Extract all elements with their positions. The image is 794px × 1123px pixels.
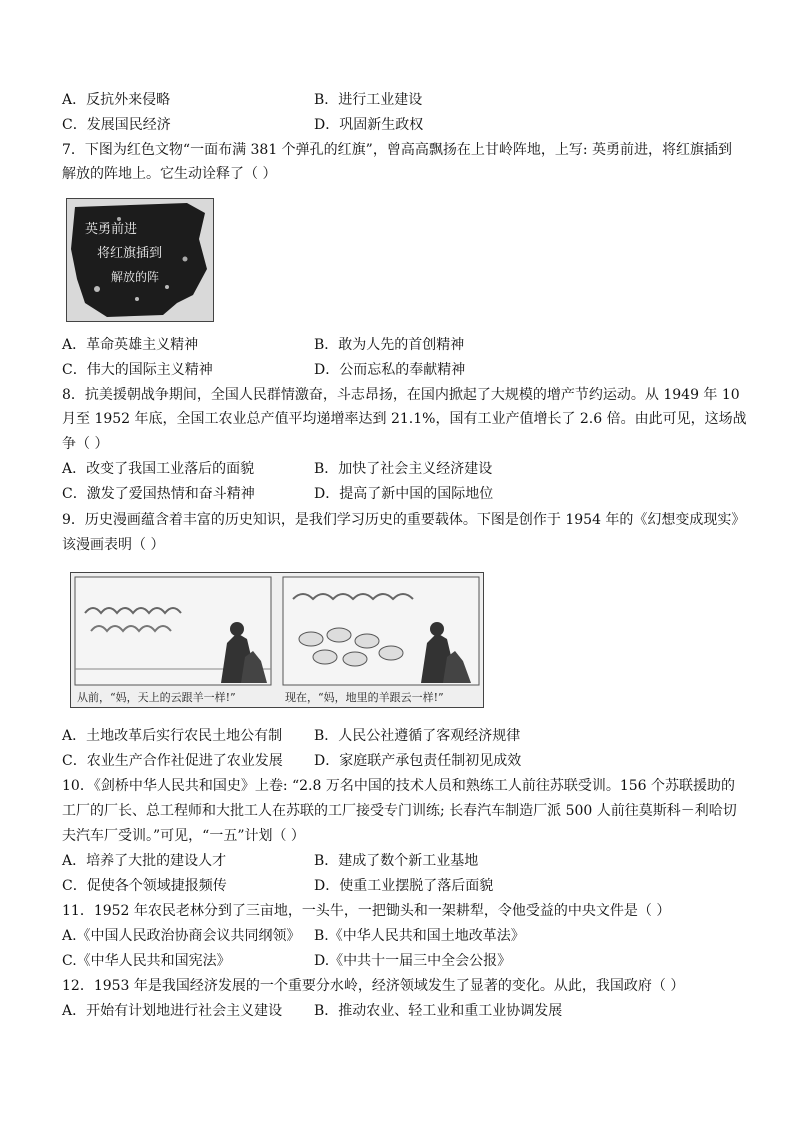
q6-option-d[interactable]: D．巩固新生政权: [314, 117, 424, 133]
q11-option-c[interactable]: C.《中华人民共和国宪法》: [62, 953, 231, 969]
q9-option-b[interactable]: B．人民公社遵循了客观经济规律: [314, 728, 521, 744]
red-flag-photo: [66, 198, 214, 322]
q10-option-d[interactable]: D．使重工业摆脱了落后面貌: [314, 878, 494, 894]
flag-text-line1: 英勇前进: [85, 222, 138, 237]
q12-option-a[interactable]: A．开始有计划地进行社会主义建设: [62, 1003, 283, 1019]
flag-text-line3: 解放的阵: [111, 270, 160, 284]
q9-option-a[interactable]: A．土地改革后实行农民土地公有制: [62, 728, 283, 744]
q9-option-c[interactable]: C．农业生产合作社促进了农业发展: [62, 753, 283, 769]
q9-stem-line2: 该漫画表明（ ）: [62, 537, 165, 553]
cartoon-left-panel: [75, 577, 271, 685]
q8-stem-line3: 争（ ）: [62, 436, 109, 452]
q9-stem-line1: 9．历史漫画蕴含着丰富的历史知识，是我们学习历史的重要载体。下图是创作于 1954 年的《幻想变成现实》: [62, 512, 746, 528]
q8-option-b[interactable]: B．加快了社会主义经济建设: [314, 461, 493, 477]
q8-stem-line1: 8．抗美援朝战争期间，全国人民群情激奋，斗志昂扬，在国内掀起了大规模的增产节约运动。从 1949 年 10: [62, 387, 740, 403]
q11-stem: 11．1952 年农民老林分到了三亩地，一头牛，一把锄头和一架耕犁，令他受益的中央文件是（ ）: [62, 903, 671, 919]
q12-option-b[interactable]: B．推动农业、轻工业和重工业协调发展: [314, 1003, 563, 1019]
q7-stem-line2: 解放的阵地上。它生动诠释了（ ）: [62, 166, 277, 182]
q8-option-d[interactable]: D．提高了新中国的国际地位: [314, 486, 494, 502]
q11-option-b[interactable]: B.《中华人民共和国土地改革法》: [314, 928, 525, 944]
q12-stem: 12．1953 年是我国经济发展的一个重要分水岭，经济领域发生了显著的变化。从此，我国政府（ ）: [62, 978, 685, 994]
q8-option-c[interactable]: C．激发了爱国热情和奋斗精神: [62, 486, 255, 502]
q9-option-d[interactable]: D．家庭联产承包责任制初见成效: [314, 753, 522, 769]
q6-option-a[interactable]: A．反抗外来侵略: [62, 92, 171, 108]
q7-option-b[interactable]: B．敢为人先的首创精神: [314, 337, 465, 353]
cartoon-caption-left: 从前，“妈，天上的云跟羊一样!”: [77, 691, 236, 704]
q6-option-c[interactable]: C．发展国民经济: [62, 117, 171, 133]
q7-option-c[interactable]: C．伟大的国际主义精神: [62, 362, 213, 378]
q11-option-a[interactable]: A.《中国人民政治协商会议共同纲领》: [62, 928, 301, 944]
q10-option-c[interactable]: C．促使各个领域捷报频传: [62, 878, 227, 894]
q7-option-a[interactable]: A．革命英雄主义精神: [62, 337, 199, 353]
q10-stem-line2: 工厂的厂长、总工程师和大批工人在苏联的工厂接受专门训练; 长春汽车制造厂派 500 人前往莫斯科－利哈切: [62, 803, 737, 819]
q8-option-a[interactable]: A．改变了我国工业落后的面貌: [62, 461, 255, 477]
cartoon-right-panel: [283, 577, 479, 685]
q6-option-b[interactable]: B．进行工业建设: [314, 92, 423, 108]
cartoon-fantasy-becomes-reality: [70, 572, 484, 708]
q7-option-d[interactable]: D．公而忘私的奉献精神: [314, 362, 466, 378]
q10-stem-line1: 10．《剑桥中华人民共和国史》上卷: “2.8 万名中国的技术人员和熟练工人前往苏联受训。156 个苏联援助的: [62, 778, 736, 794]
flag-text-line2: 将红旗插到: [97, 246, 163, 261]
q7-stem-line1: 7．下图为红色文物“一面布满 381 个弹孔的红旗”，曾高高飘扬在上甘岭阵地，上写: 英勇前进，将红旗插到: [62, 142, 733, 158]
q10-option-a[interactable]: A．培养了大批的建设人才: [62, 853, 227, 869]
cartoon-caption-right: 现在，“妈，地里的羊跟云一样!”: [285, 691, 444, 704]
q10-stem-line3: 夫汽车厂受训。”可见，“一五”计划（ ）: [62, 828, 305, 844]
q10-option-b[interactable]: B．建成了数个新工业基地: [314, 853, 479, 869]
q8-stem-line2: 月至 1952 年底，全国工农业总产值平均递增率达到 21.1%，国有工业产值增长了 2.6 倍。由此可见，这场战: [62, 411, 747, 427]
q11-option-d[interactable]: D.《中共十一届三中全会公报》: [314, 953, 512, 969]
